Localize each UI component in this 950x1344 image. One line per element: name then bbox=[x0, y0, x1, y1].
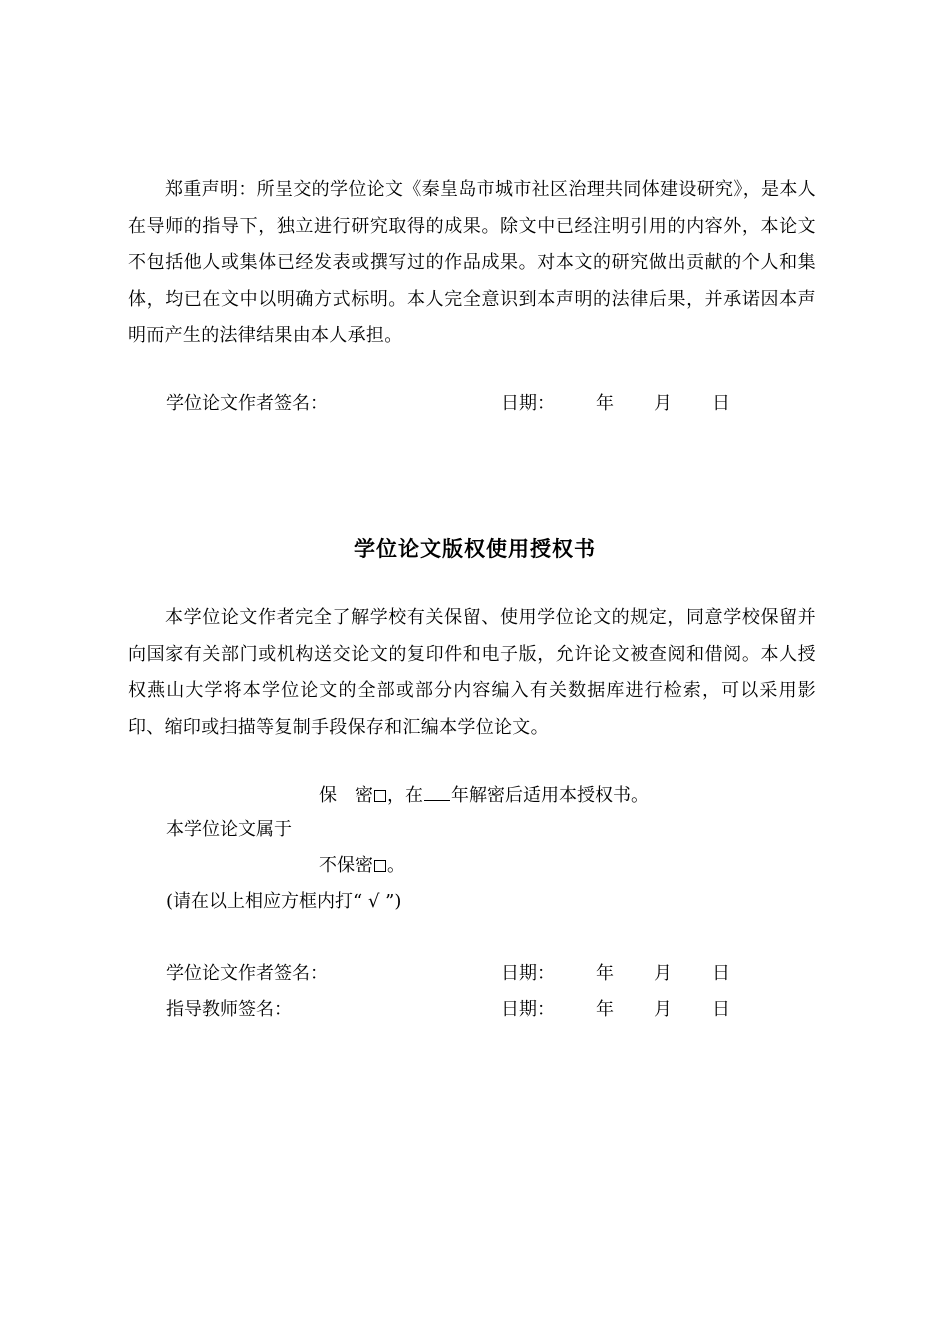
advisor-day-label: 日 bbox=[712, 999, 730, 1020]
declaration-month-label: 月 bbox=[654, 393, 672, 414]
author-year-label: 年 bbox=[596, 963, 614, 984]
secret-option-row bbox=[319, 784, 649, 808]
advisor-month-label: 月 bbox=[654, 999, 672, 1020]
secret-years-blank[interactable] bbox=[424, 786, 450, 801]
belongs-label: 本学位论文属于 bbox=[166, 819, 292, 840]
authorization-title: 学位论文版权使用授权书 bbox=[354, 537, 596, 561]
advisor-date-label: 日期： bbox=[501, 999, 555, 1020]
author-signature-label: 学位论文作者签名： bbox=[166, 963, 328, 984]
secret-mid: ，在 bbox=[387, 785, 423, 806]
advisor-year-label: 年 bbox=[596, 999, 614, 1020]
author-day-label: 日 bbox=[712, 963, 730, 984]
author-month-label: 月 bbox=[654, 963, 672, 984]
not-secret-option-row bbox=[319, 854, 405, 878]
declaration-date-label: 日期： bbox=[501, 393, 555, 414]
advisor-signature-label: 指导教师签名： bbox=[166, 999, 292, 1020]
secret-prefix: 保 密 bbox=[319, 785, 373, 806]
declaration-day-label: 日 bbox=[712, 393, 730, 414]
declaration-signature-label: 学位论文作者签名： bbox=[166, 393, 328, 414]
declaration-text: 郑重声明：所呈交的学位论文《秦皇岛市城市社区治理共同体建设研究》，是本人在导师的指导下，独立进行研究取得的成果。除文中已经注明引用的内容外，本论文不包括他人或集体已经发表或撰写过的作品成果。对本文的研究做出贡献的个人和集体，均已在文中以明确方式标明。本人完全意识到本声明的法律后果，并承诺因本声明而产生的法律结果由本人承担。 bbox=[128, 179, 816, 346]
authorization-text: 本学位论文作者完全了解学校有关保留、使用学位论文的规定，同意学校保留并向国家有关部门或机构送交论文的复印件和电子版，允许论文被查阅和借阅。本人授权燕山大学将本学位论文的全部或部分内容编入有关数据库进行检索，可以采用影印、缩印或扫描等复制手段保存和汇编本学位论文。 bbox=[128, 607, 816, 738]
checkbox-instruction: (请在以上相应方框内打“ √ ”) bbox=[166, 891, 402, 912]
not-secret-prefix: 不保密 bbox=[319, 855, 373, 876]
not-secret-suffix: 。 bbox=[387, 855, 405, 876]
not-secret-checkbox[interactable] bbox=[374, 860, 386, 872]
declaration-year-label: 年 bbox=[596, 393, 614, 414]
author-date-label: 日期： bbox=[501, 963, 555, 984]
secret-checkbox[interactable] bbox=[374, 790, 386, 802]
secret-suffix: 年解密后适用本授权书。 bbox=[451, 785, 649, 806]
